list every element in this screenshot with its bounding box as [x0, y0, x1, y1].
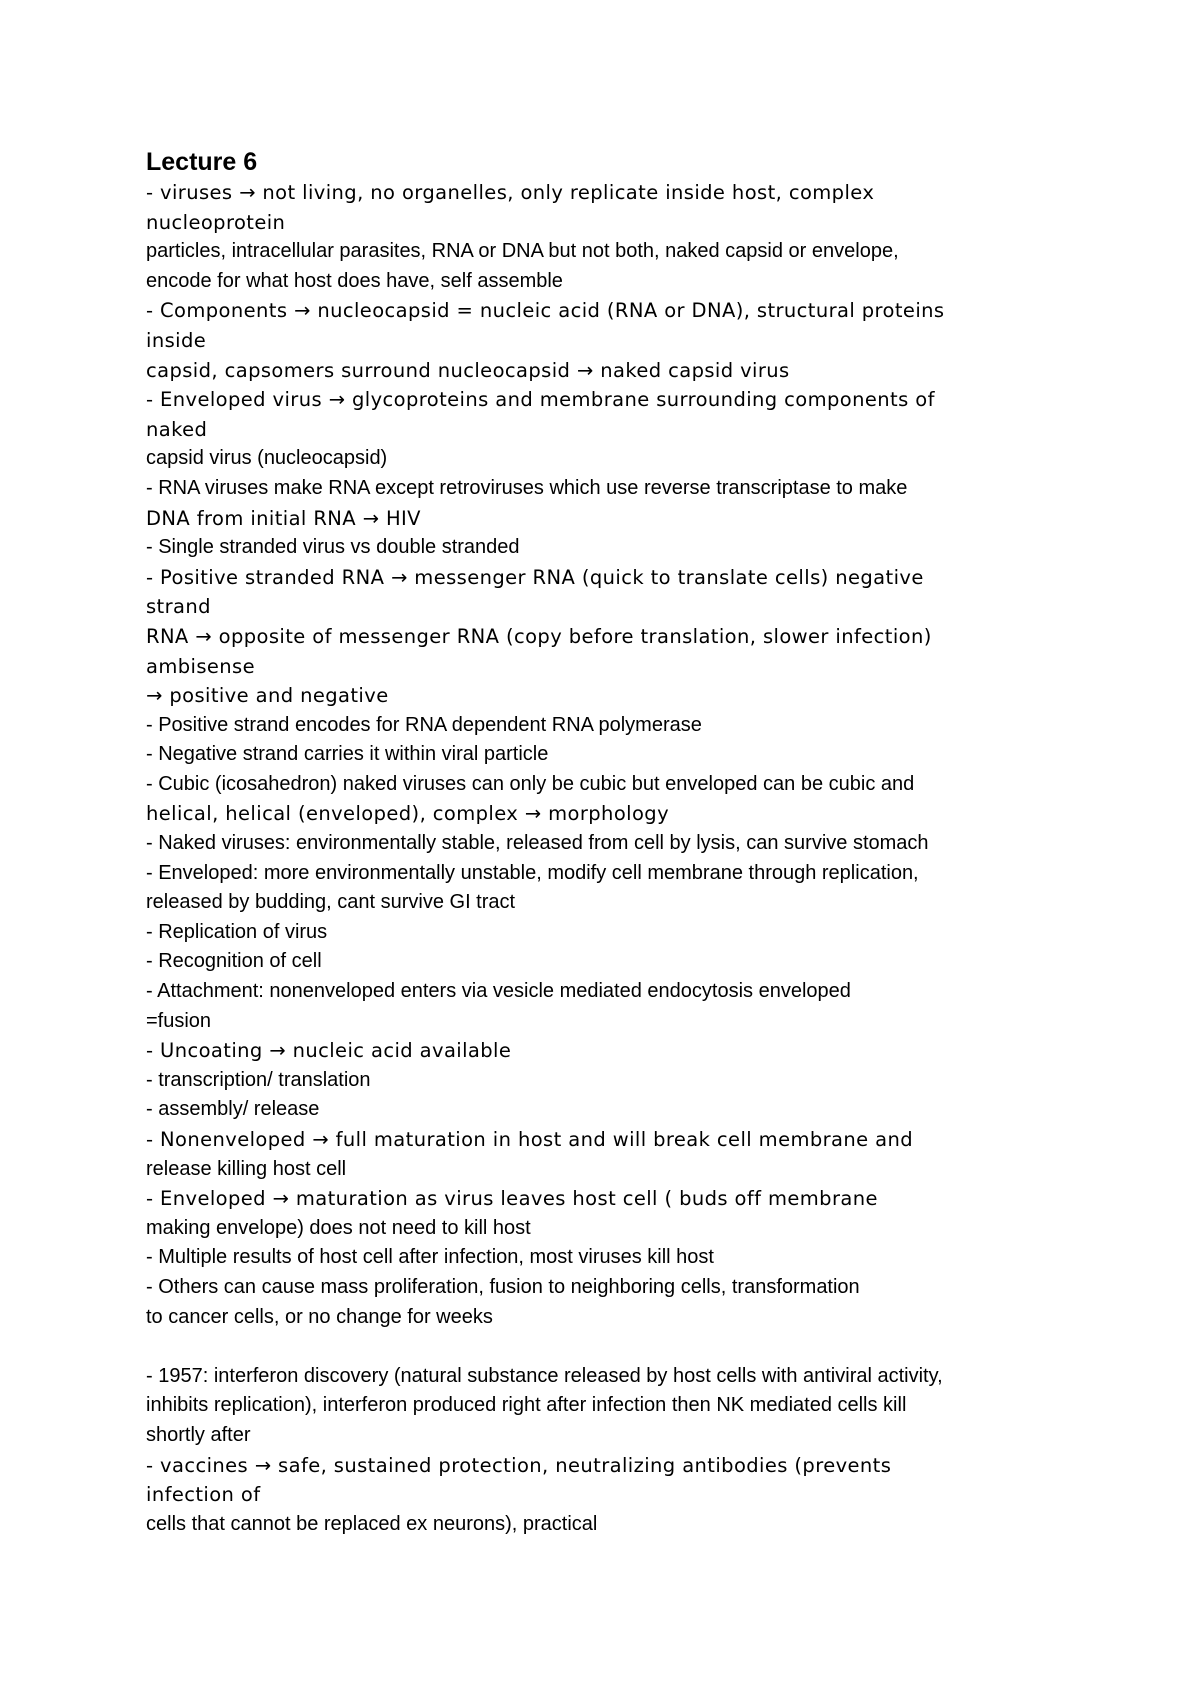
text-line: ambisense: [146, 654, 256, 678]
text-line: - Enveloped virus → glycoproteins and membrane surrounding components of: [146, 388, 935, 412]
text-line: capsid, capsomers surround nucleocapsid → naked capsid virus: [146, 358, 790, 382]
text-line: - Replication of virus: [146, 920, 328, 943]
text-line: released by budding, cant survive GI tract: [146, 891, 516, 914]
text-line: - Attachment: nonenveloped enters via vesicle mediated endocytosis enveloped: [146, 980, 851, 1003]
text-line: shortly after: [146, 1423, 251, 1446]
text-line: release killing host cell: [146, 1157, 347, 1180]
text-line: =fusion: [146, 1009, 212, 1032]
text-line: RNA → opposite of messenger RNA (copy before translation, slower infection): [146, 624, 932, 648]
notes-text: [146, 178, 1066, 1539]
text-line: inhibits replication), interferon produced right after infection then NK mediated cells kill: [146, 1394, 907, 1417]
text-line: - Enveloped → maturation as virus leaves host cell ( buds off membrane: [146, 1187, 878, 1211]
text-line: - Negative strand carries it within viral particle: [146, 743, 549, 766]
text-line: - Components → nucleocapsid = nucleic acid (RNA or DNA), structural proteins: [146, 299, 945, 323]
text-line: particles, intracellular parasites, RNA or DNA but not both, naked capsid or envelope,: [146, 240, 899, 263]
text-line: naked: [146, 417, 208, 441]
text-line: - Multiple results of host cell after infection, most viruses kill host: [146, 1246, 714, 1269]
page-title: Lecture 6: [146, 148, 258, 176]
text-line: - Positive stranded RNA → messenger RNA (quick to translate cells) negative: [146, 565, 924, 589]
text-line: making envelope) does not need to kill host: [146, 1216, 531, 1239]
text-line: - RNA viruses make RNA except retroviruses which use reverse transcriptase to make: [146, 476, 908, 499]
text-line: infection of: [146, 1483, 261, 1507]
text-line: - transcription/ translation: [146, 1068, 371, 1091]
text-line: - 1957: interferon discovery (natural substance released by host cells with antiviral activity,: [146, 1364, 943, 1387]
text-line: nucleoprotein: [146, 210, 286, 234]
text-line: strand: [146, 595, 211, 619]
text-line: → positive and negative: [146, 684, 389, 708]
text-line: - Nonenveloped → full maturation in host and will break cell membrane and: [146, 1128, 914, 1151]
text-line: - Single stranded virus vs double stranded: [146, 536, 520, 559]
text-line: inside: [146, 328, 207, 352]
text-line: encode for what host does have, self assemble: [146, 269, 563, 292]
text-line: - vaccines → safe, sustained protection, neutralizing antibodies (prevents: [146, 1453, 892, 1477]
blank-line: [146, 1332, 1066, 1362]
text-line: capsid virus (nucleocapsid): [146, 447, 388, 470]
text-line: helical, helical (enveloped), complex → morphology: [146, 802, 670, 826]
text-line: - Recognition of cell: [146, 950, 322, 973]
text-line: - Cubic (icosahedron) naked viruses can only be cubic but enveloped can be cubic and: [146, 772, 915, 795]
text-line: - assembly/ release: [146, 1098, 320, 1121]
text-line: cells that cannot be replaced ex neurons), practical: [146, 1512, 598, 1535]
text-line: DNA from initial RNA → HIV: [146, 506, 421, 530]
text-line: - Enveloped: more environmentally unstable, modify cell membrane through replication,: [146, 861, 919, 884]
text-line: to cancer cells, or no change for weeks: [146, 1305, 493, 1328]
text-line: - Others can cause mass proliferation, fusion to neighboring cells, transformation: [146, 1275, 860, 1298]
text-line: - Uncoating → nucleic acid available: [146, 1039, 512, 1063]
text-line: - Naked viruses: environmentally stable, released from cell by lysis, can survive stomach: [146, 832, 929, 855]
text-line: - viruses → not living, no organelles, only replicate inside host, complex: [146, 181, 875, 204]
text-line: - Positive strand encodes for RNA dependent RNA polymerase: [146, 713, 702, 736]
document-body: [146, 146, 1066, 1539]
